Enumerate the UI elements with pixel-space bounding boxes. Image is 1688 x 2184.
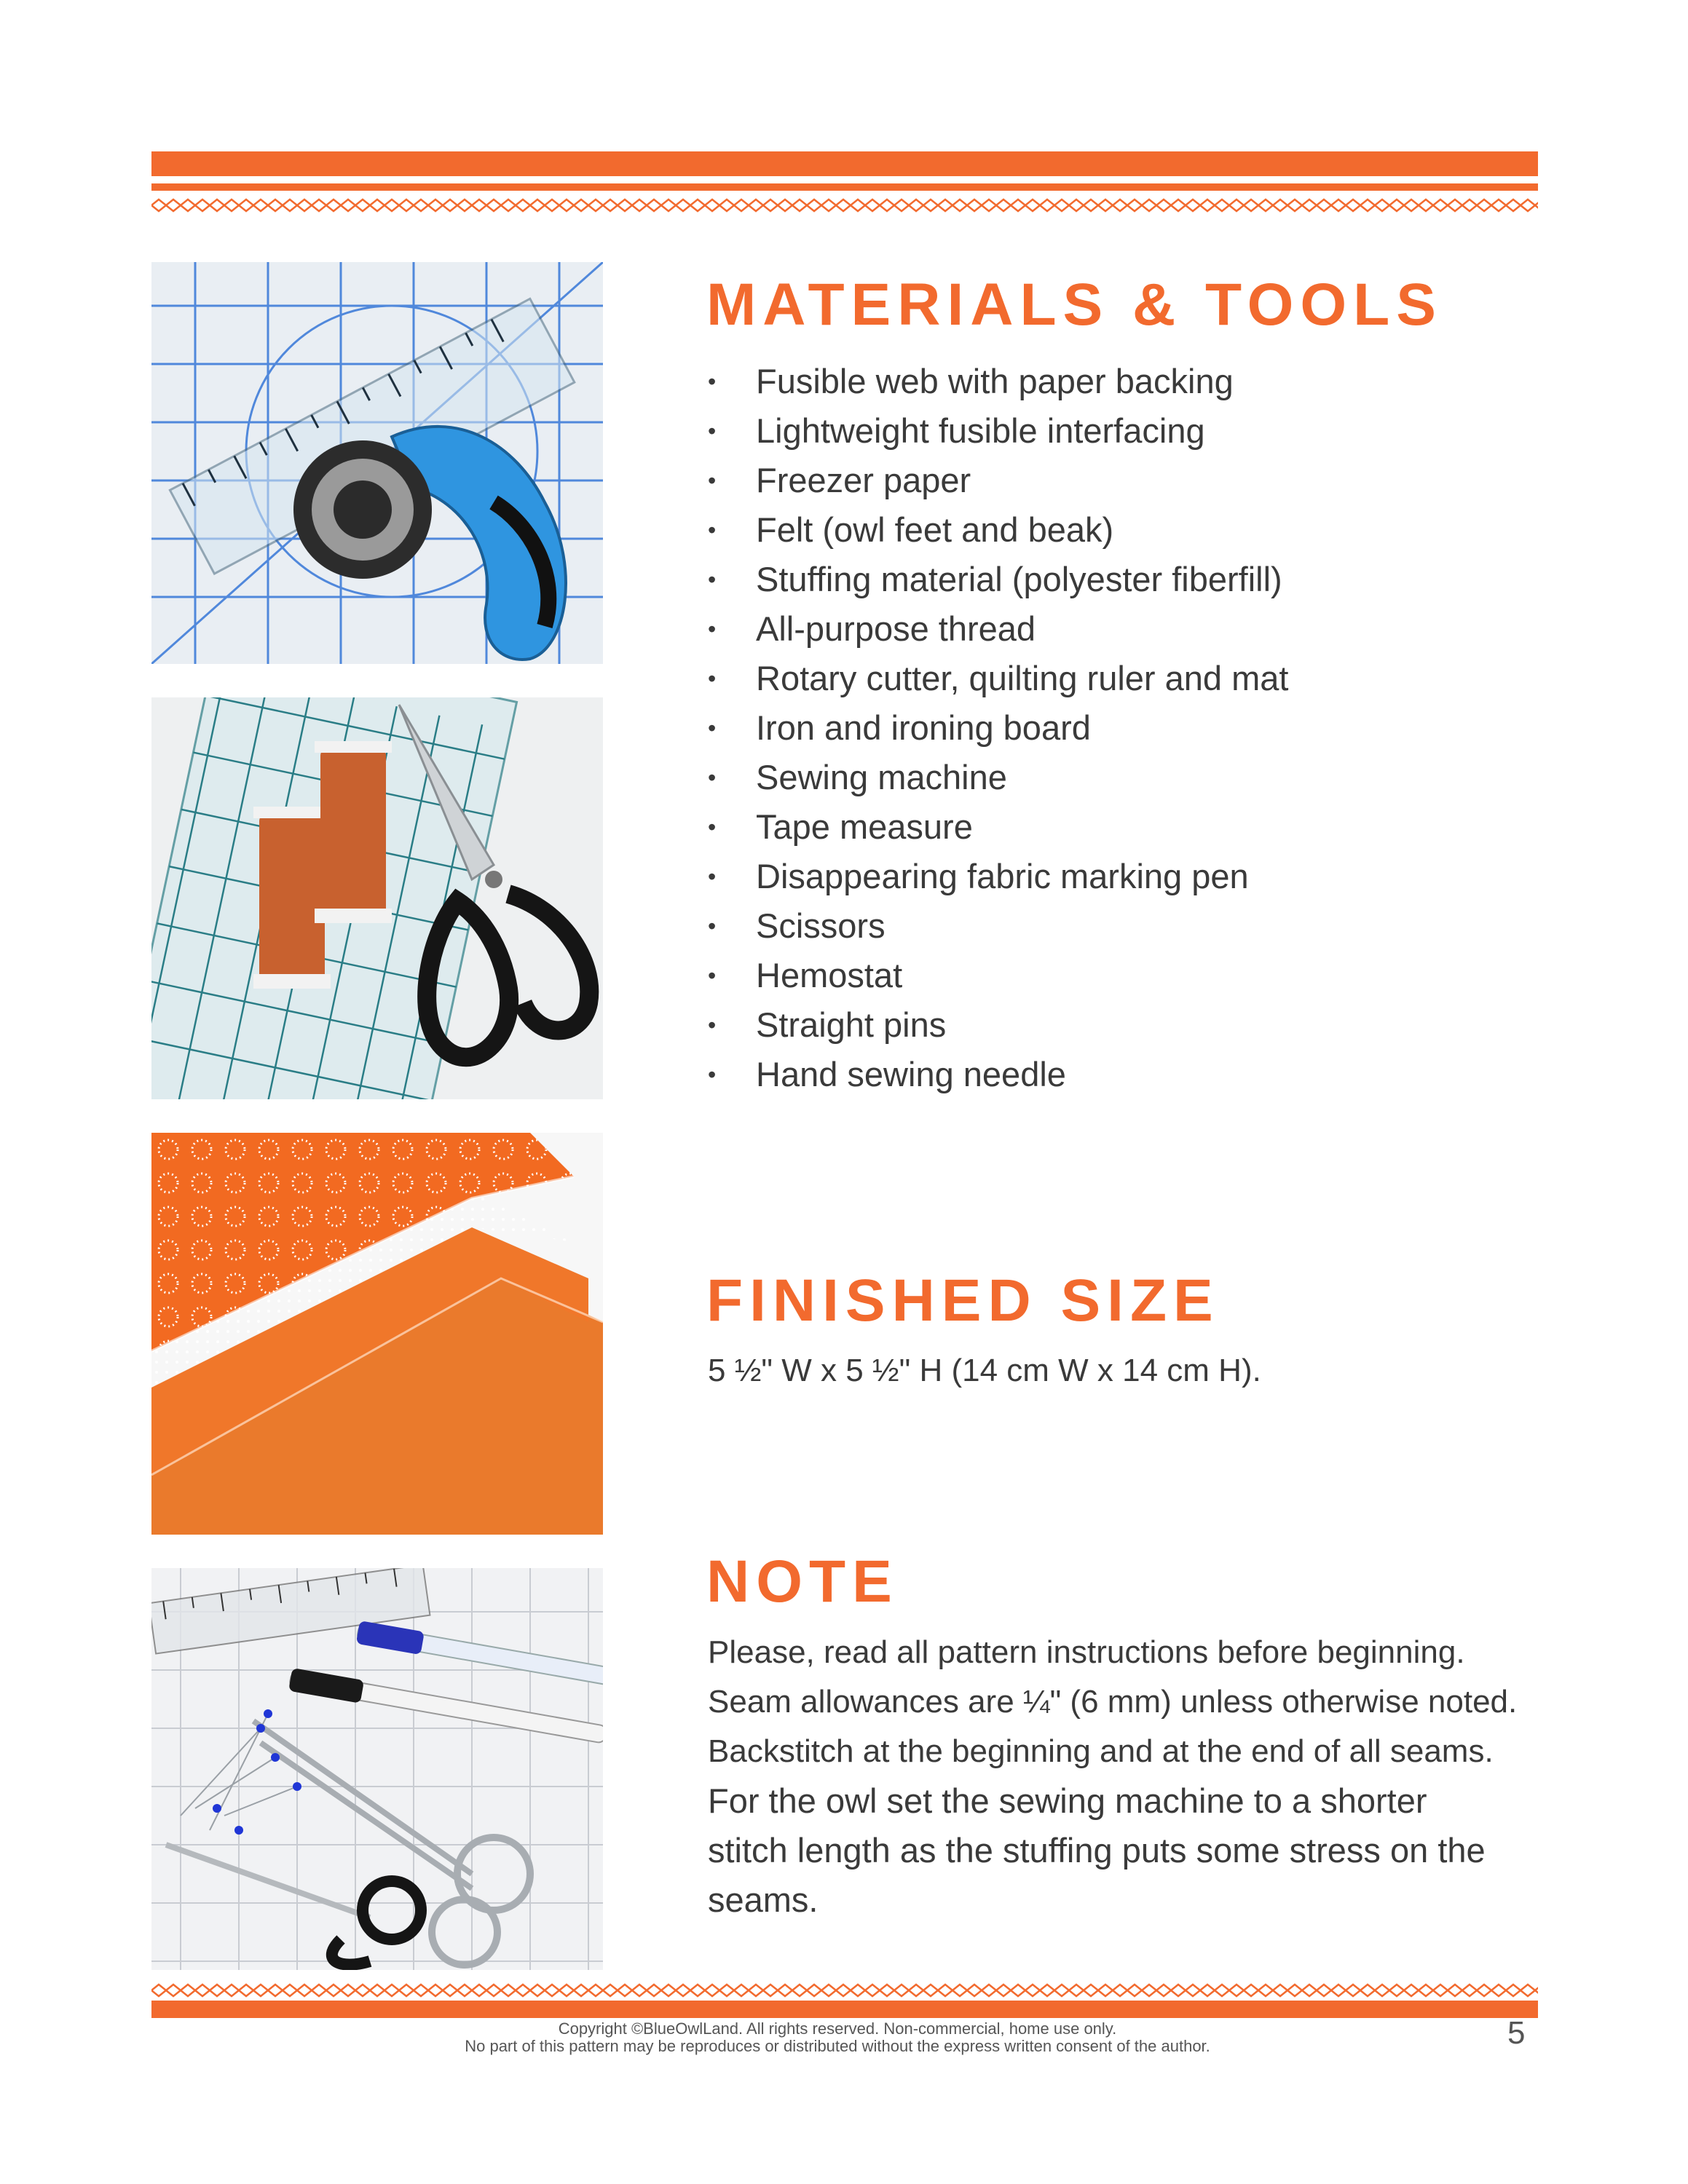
list-item: • Hand sewing needle xyxy=(705,1050,1288,1099)
list-item: • Iron and ironing board xyxy=(705,703,1288,753)
page-number: 5 xyxy=(1507,2015,1526,2051)
list-item: • Fusible web with paper backing xyxy=(705,357,1288,406)
list-item: • Rotary cutter, quilting ruler and mat xyxy=(705,654,1288,703)
bullet: • xyxy=(708,517,717,543)
list-item: • Stuffing material (polyester fiberfill) xyxy=(705,555,1288,604)
note-line: Backstitch at the beginning and at the end of all seams. xyxy=(708,1733,1494,1769)
note-heading: NOTE xyxy=(706,1548,899,1615)
bullet: • xyxy=(708,1012,717,1038)
list-item: • Lightweight fusible interfacing xyxy=(705,406,1288,456)
bullet: • xyxy=(708,764,717,791)
footer-bar xyxy=(151,2001,1538,2018)
list-item: • Scissors xyxy=(705,901,1288,951)
finished-size-text: 5 ½" W x 5 ½" H (14 cm W x 14 cm H). xyxy=(708,1353,1261,1388)
rotary-cutter-photo xyxy=(151,262,603,664)
note-line: seams. xyxy=(708,1880,819,1919)
bullet: • xyxy=(708,368,717,395)
finished-size-heading: FINISHED SIZE xyxy=(706,1267,1220,1334)
list-item: • Tape measure xyxy=(705,802,1288,852)
copyright-line: No part of this pattern may be reproduces or distributed without the express written consent of the author. xyxy=(465,2037,1210,2055)
bullet: • xyxy=(708,616,717,642)
orange-fabric-photo xyxy=(151,1133,603,1535)
thread-scissors-photo xyxy=(151,697,603,1099)
footer-zigzag-border xyxy=(151,1982,1538,1999)
header-zigzag-border xyxy=(151,197,1538,214)
bullet: • xyxy=(708,962,717,989)
materials-heading: MATERIALS & TOOLS xyxy=(706,272,1443,338)
bullet: • xyxy=(708,913,717,939)
header-bar xyxy=(151,151,1538,176)
header-rule xyxy=(151,183,1538,191)
note-line: For the owl set the sewing machine to a shorter xyxy=(708,1781,1427,1820)
bullet: • xyxy=(708,665,717,692)
note-text xyxy=(708,1628,1517,1925)
pens-hemostat-photo xyxy=(151,1568,603,1970)
materials-list xyxy=(705,357,1288,1099)
list-item: • Hemostat xyxy=(705,951,1288,1000)
note-line: Seam allowances are ¼" (6 mm) unless otherwise noted. xyxy=(708,1684,1518,1720)
bullet: • xyxy=(708,715,717,741)
note-line: stitch length as the stuffing puts some stress on the xyxy=(708,1831,1486,1870)
note-line: Please, read all pattern instructions before beginning. xyxy=(708,1634,1465,1670)
list-item: • Felt (owl feet and beak) xyxy=(705,505,1288,555)
list-item: • Straight pins xyxy=(705,1000,1288,1050)
bullet: • xyxy=(708,1061,717,1088)
list-item: • All-purpose thread xyxy=(705,604,1288,654)
bullet: • xyxy=(708,863,717,890)
bullet: • xyxy=(708,418,717,444)
list-item: • Sewing machine xyxy=(705,753,1288,802)
list-item: • Disappearing fabric marking pen xyxy=(705,852,1288,901)
bullet: • xyxy=(708,814,717,840)
copyright-line: Copyright ©BlueOwlLand. All rights reserved. Non-commercial, home use only. xyxy=(558,2019,1117,2038)
list-item: • Freezer paper xyxy=(705,456,1288,505)
copyright-notice xyxy=(364,2020,1311,2055)
bullet: • xyxy=(708,467,717,494)
bullet: • xyxy=(708,566,717,593)
